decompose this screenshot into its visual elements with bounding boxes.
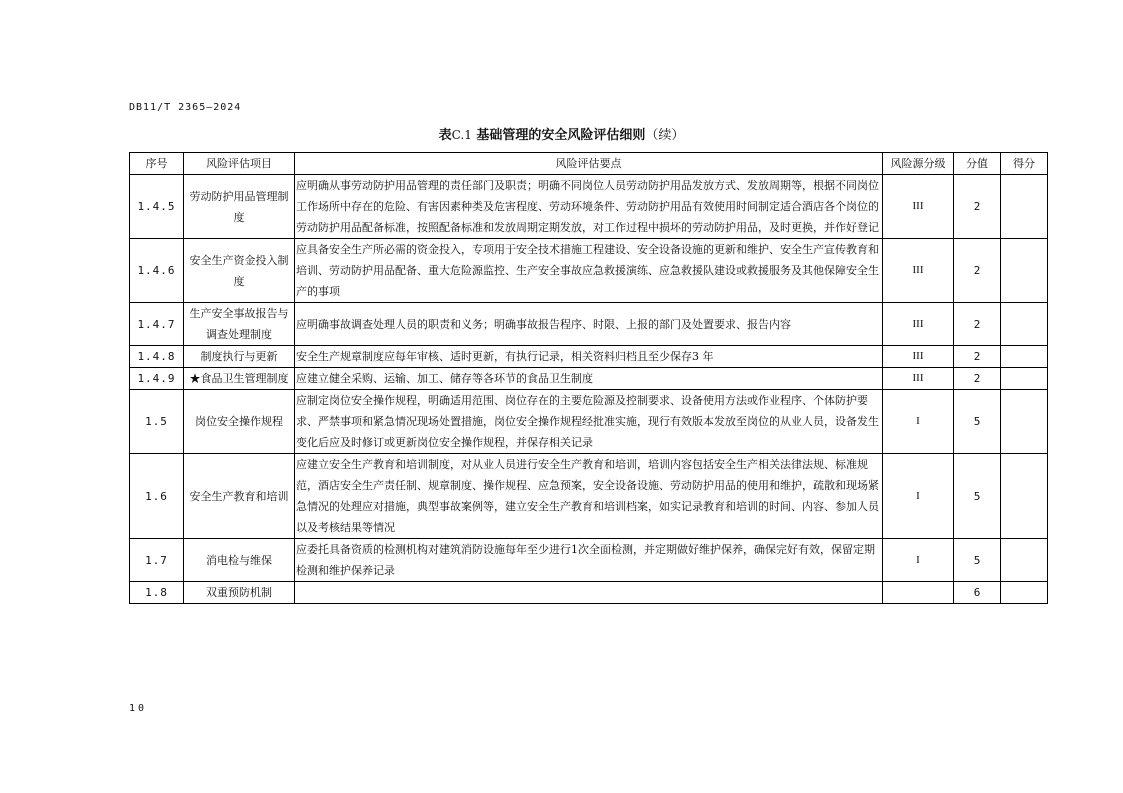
header-point: 风险评估要点 bbox=[295, 153, 883, 175]
row-score: 2 bbox=[954, 368, 1001, 390]
table-row bbox=[130, 390, 1048, 454]
row-got bbox=[1001, 454, 1048, 539]
row-got bbox=[1001, 390, 1048, 454]
table-row bbox=[130, 303, 1048, 346]
row-item: 制度执行与更新 bbox=[184, 346, 295, 368]
row-level: III bbox=[883, 175, 954, 239]
row-got bbox=[1001, 239, 1048, 303]
table-title bbox=[0, 124, 1123, 143]
row-item: 消电检与维保 bbox=[184, 539, 295, 582]
row-level bbox=[883, 582, 954, 604]
row-score: 5 bbox=[954, 454, 1001, 539]
row-level: III bbox=[883, 239, 954, 303]
row-score: 2 bbox=[954, 346, 1001, 368]
table-row bbox=[130, 175, 1048, 239]
row-item: 岗位安全操作规程 bbox=[184, 390, 295, 454]
document-code: DB11/T 2365—2024 bbox=[129, 102, 242, 113]
table-row bbox=[130, 539, 1048, 582]
row-level: III bbox=[883, 368, 954, 390]
row-item: 双重预防机制 bbox=[184, 582, 295, 604]
row-seq: 1.7 bbox=[130, 539, 184, 582]
row-seq: 1.4.6 bbox=[130, 239, 184, 303]
row-point: 安全生产规章制度应每年审核、适时更新，有执行记录，相关资料归档且至少保存3 年 bbox=[295, 346, 883, 368]
row-got bbox=[1001, 346, 1048, 368]
table-header-row bbox=[130, 153, 1048, 175]
row-seq: 1.6 bbox=[130, 454, 184, 539]
row-seq: 1.8 bbox=[130, 582, 184, 604]
table-row bbox=[130, 582, 1048, 604]
header-seq: 序号 bbox=[130, 153, 184, 175]
row-point: 应建立安全生产教育和培训制度，对从业人员进行安全生产教育和培训，培训内容包括安全生产相关法律法规、标准规范，酒店安全生产责任制、规章制度、操作规程、应急预案，安全设备设施、劳动防护用品的使用和维护，疏散和现场紧急情况的处理应对措施，典型事故案例等，建立安全生产教育和培训档案，如实记录教育和培训的时间、内容、参加人员以及考核结果等情况 bbox=[295, 454, 883, 539]
row-point: 应建立健全采购、运输、加工、储存等各环节的食品卫生制度 bbox=[295, 368, 883, 390]
table-title-code: C.1 bbox=[451, 128, 472, 142]
row-level: I bbox=[883, 539, 954, 582]
row-item: ★食品卫生管理制度 bbox=[184, 368, 295, 390]
row-got bbox=[1001, 582, 1048, 604]
row-score: 5 bbox=[954, 539, 1001, 582]
row-item: 安全生产资金投入制度 bbox=[184, 239, 295, 303]
row-level: III bbox=[883, 346, 954, 368]
row-point: 应委托具备资质的检测机构对建筑消防设施每年至少进行1次全面检测，并定期做好维护保养，确保完好有效，保留定期检测和维护保养记录 bbox=[295, 539, 883, 582]
row-seq: 1.4.5 bbox=[130, 175, 184, 239]
header-score: 分值 bbox=[954, 153, 1001, 175]
row-seq: 1.4.9 bbox=[130, 368, 184, 390]
header-got: 得分 bbox=[1001, 153, 1048, 175]
row-score: 2 bbox=[954, 175, 1001, 239]
row-seq: 1.4.8 bbox=[130, 346, 184, 368]
row-item: 安全生产教育和培训 bbox=[184, 454, 295, 539]
row-score: 5 bbox=[954, 390, 1001, 454]
row-got bbox=[1001, 539, 1048, 582]
row-level: I bbox=[883, 390, 954, 454]
page-number: 10 bbox=[129, 703, 148, 714]
row-seq: 1.4.7 bbox=[130, 303, 184, 346]
row-got bbox=[1001, 368, 1048, 390]
table-row bbox=[130, 346, 1048, 368]
header-item: 风险评估项目 bbox=[184, 153, 295, 175]
table-row bbox=[130, 368, 1048, 390]
row-point bbox=[295, 582, 883, 604]
row-seq: 1.5 bbox=[130, 390, 184, 454]
row-got bbox=[1001, 303, 1048, 346]
row-point: 应明确事故调查处理人员的职责和义务；明确事故报告程序、时限、上报的部门及处置要求、报告内容 bbox=[295, 303, 883, 346]
row-point: 应制定岗位安全操作规程，明确适用范围、岗位存在的主要危险源及控制要求、设备使用方法或作业程序、个体防护要求、严禁事项和紧急情况现场处置措施，岗位安全操作规程经批准实施，现行有效版本发放至岗位的从业人员，设备发生变化后应及时修订或更新岗位安全操作规程，并保存相关记录 bbox=[295, 390, 883, 454]
risk-assessment-table bbox=[129, 152, 1048, 604]
row-score: 2 bbox=[954, 239, 1001, 303]
table-row bbox=[130, 454, 1048, 539]
table-title-prefix: 表 bbox=[438, 128, 452, 143]
row-score: 2 bbox=[954, 303, 1001, 346]
row-got bbox=[1001, 175, 1048, 239]
table-title-suffix: （续） bbox=[645, 128, 685, 143]
row-point: 应具备安全生产所必需的资金投入，专项用于安全技术措施工程建设、安全设备设施的更新和维护、安全生产宣传教育和培训、劳动防护用品配备、重大危险源监控、生产安全事故应急救援演练、应急救援队建设或救援服务及其他保障安全生产的事项 bbox=[295, 239, 883, 303]
row-item: 生产安全事故报告与调查处理制度 bbox=[184, 303, 295, 346]
row-score: 6 bbox=[954, 582, 1001, 604]
row-level: I bbox=[883, 454, 954, 539]
header-level: 风险源分级 bbox=[883, 153, 954, 175]
row-point: 应明确从事劳动防护用品管理的责任部门及职责；明确不同岗位人员劳动防护用品发放方式、发放周期等，根据不同岗位工作场所中存在的危险、有害因素种类及危害程度、劳动环境条件、劳动防护用品有效使用时间制定适合酒店各个岗位的劳动防护用品配备标准，按照配备标准和发放周期定期发放，对工作过程中损坏的劳动防护用品，及时更换，并作好登记 bbox=[295, 175, 883, 239]
row-item: 劳动防护用品管理制度 bbox=[184, 175, 295, 239]
row-level: III bbox=[883, 303, 954, 346]
table-title-main: 基础管理的安全风险评估细则 bbox=[471, 128, 646, 143]
table-row bbox=[130, 239, 1048, 303]
